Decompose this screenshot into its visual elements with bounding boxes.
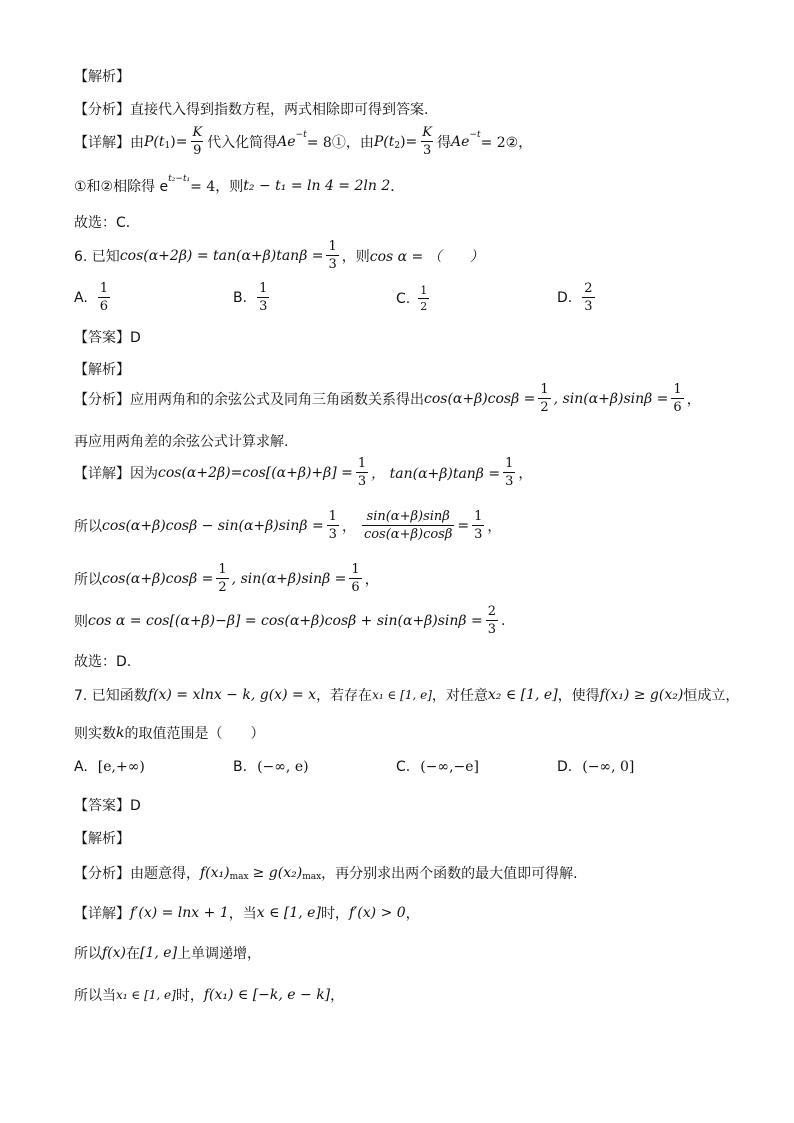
q6-step-1 [74,510,501,541]
math: cos(α+2β)=cos[(α+β)+β] = [158,464,353,481]
frac-num: 1 [218,562,227,577]
subscript-2: 2 [394,140,401,151]
frac-den: 6 [99,299,109,314]
q7-step-1 [74,943,261,963]
comma: ， [405,906,420,922]
math-eq: )= [170,133,188,150]
math: x ∈ [1, e] [256,905,321,921]
exponent: −t [469,129,481,140]
option-label: C. [396,759,411,775]
choose-text: 故选：C． [74,215,140,231]
q7-option-a[interactable] [74,759,145,775]
frac-den: cos(α+β)cosβ [363,527,453,542]
comma: ， [487,518,502,535]
frac-den: 9 [193,143,202,158]
q7-text: 恒成立， [683,688,740,704]
math: ≥ g(x₂) [252,865,303,881]
detail-text: 代入化简得 [207,134,278,151]
option-value: [e,+∞) [97,759,145,775]
step-prefix: 则 [74,613,88,630]
math: f(x₁) ≥ g(x₂) [599,687,684,703]
fraction [349,563,361,594]
frac-den: 3 [328,527,337,542]
math-p-t1: P(t [144,133,165,150]
fraction [216,563,228,594]
subscript-1: 1 [164,140,171,151]
frac-den: 3 [259,299,268,314]
comma: ， [686,391,701,408]
period: ． [390,179,405,195]
frac-num: 1 [540,382,549,397]
jiexi-label: 【解析】 [74,362,130,378]
q6-analysis-2 [74,431,288,451]
fraction [327,510,339,541]
frac-num: 2 [487,604,496,619]
frac-den: 3 [474,527,483,542]
fraction [671,383,683,414]
frac-num: sin(α+β)sinβ [366,509,450,524]
jiexi-label: 【解析】 [74,831,130,847]
exponent: −t [295,129,307,140]
comma: ， [330,988,345,1004]
analysis-text: 【分析】直接代入得到指数方程，两式相除即可得到答案. [74,102,429,118]
math-ae: Ae [277,133,296,150]
analysis-text: 再应用两角差的余弦公式计算求解. [74,434,289,450]
choose-line [74,212,140,232]
frac-den: 3 [487,622,496,637]
frac-num: 1 [328,239,337,254]
comma: ， [341,518,356,535]
q7-step-2 [74,985,344,1005]
frac-den: 2 [420,300,428,313]
q7-prefix: 7. 已知函数 [74,688,148,704]
period: . [500,612,506,629]
q6-choose [74,651,131,671]
fraction [418,285,429,312]
math-eq-2: = 2②， [480,134,533,151]
fraction [356,457,368,488]
detail-prefix: 【详解】 [74,906,130,922]
section-header-jiexi [74,66,130,86]
question-7 [74,685,739,705]
math: f(x₁) ∈ [−k, e − k] [203,987,331,1003]
detail-text: 时， [320,906,349,922]
math-p-t2: P(t [373,133,395,150]
step-prefix: 所以 [74,518,102,535]
fraction [326,240,338,271]
math-result: t₂ − t₁ = ln 4 = 2ln 2 [243,178,391,194]
frac-num: 1 [505,456,514,471]
math-eq-4: = 4，则 [190,179,244,195]
divide-text: ①和②相除得 e [74,179,169,195]
question-6 [74,240,484,271]
math: f′(x) = lnx + 1 [130,905,229,921]
detail-text: ，当 [228,906,257,922]
math-eq: )= [400,133,418,150]
subscript-max: max [302,872,322,882]
analysis-line [74,99,428,119]
frac-num: 1 [474,509,483,524]
frac-den: 2 [540,400,549,415]
step-prefix: 所以当 [74,988,116,1004]
frac-num: 1 [328,509,337,524]
q7-analysis [74,863,578,883]
math-eq-8: = 8①，由 [306,134,374,151]
fraction [472,510,484,541]
math-k: k [116,725,125,741]
q7-text: 则实数 [74,726,116,742]
frac-num: 1 [259,281,268,296]
exponent: t₂−t₁ [168,174,191,184]
option-label: A. [74,289,88,306]
math: f(x) = xlnx − k, g(x) = x [147,687,317,703]
q6-prefix: 6. 已知 [74,248,120,265]
frac-den: 3 [584,299,593,314]
math: cos α = cos[(α+β)−β] = cos(α+β)cosβ + sin(α+β)sinβ = [88,612,483,629]
math: cos(α+β)cosβ − sin(α+β)sinβ = [102,517,324,534]
frac-den: 6 [673,400,682,415]
q6-step-3 [74,605,505,636]
frac-den: 3 [357,474,367,489]
frac-num: 2 [584,281,593,296]
fraction [98,282,110,313]
option-label: D. [557,289,573,306]
frac-den: 3 [423,143,432,158]
q6-option-b[interactable] [233,282,272,313]
frac-num: 1 [673,382,682,397]
math: x₂ ∈ [1, e] [487,687,558,703]
q6-mid: ，则 [341,248,370,265]
q7-answer [74,795,141,815]
option-label: C. [396,290,411,307]
analysis-text: 【分析】由题意得， [74,866,200,882]
q7-text: ，若存在 [316,688,373,704]
answer-text: 【答案】D [74,798,141,814]
q6-answer [74,327,141,347]
option-value: (−∞, 0] [582,759,635,775]
step-text: 上单调递增， [177,946,262,962]
step-prefix: 所以 [74,946,102,962]
subscript-max: max [229,872,249,882]
frac-den: 6 [351,580,360,595]
q7-text: ，使得 [557,688,600,704]
math: x₁ ∈ [1, e] [372,688,432,702]
detail-prefix: 【详解】因为 [74,465,158,482]
option-label: B. [233,759,248,775]
frac-den: 2 [218,580,227,595]
analysis-text: 【分析】应用两角和的余弦公式及同角三角函数关系得出 [74,391,424,408]
frac-num: K [192,125,203,140]
answer-text: 【答案】D [74,330,141,346]
detail-prefix: 【详解】由 [74,134,144,151]
option-label: B. [233,289,248,306]
frac-num: K [422,125,433,140]
fraction [486,605,498,636]
analysis-text: ，再分别求出两个函数的最大值即可得解. [321,866,578,882]
frac-num: 1 [357,456,367,471]
q6-jiexi [74,359,130,379]
frac-num: 1 [99,281,109,296]
choose-text: 故选：D. [74,654,132,670]
math: x₁ ∈ [1, e] [116,988,176,1002]
math: f(x) [102,945,127,961]
q6-math: cos(α+2β) = tan(α+β)tanβ = [119,247,324,264]
step-prefix: 所以 [74,571,102,588]
q6-option-d[interactable] [557,282,598,313]
option-value: (−∞, e) [257,759,309,775]
divide-line [74,176,404,196]
q7-option-b[interactable] [233,759,309,775]
q6-analysis [74,383,701,414]
math: , sin(α+β)sinβ = [553,390,669,407]
fraction [362,510,454,541]
frac-num: 1 [420,284,428,297]
math: ， tan(α+β)tanβ = [371,465,501,482]
fraction-k-9 [190,126,204,157]
comma: ， [364,571,379,588]
jiexi-label: 【解析】 [74,69,130,85]
q6-detail [74,457,532,488]
step-text: 时， [175,988,204,1004]
option-label: D. [557,759,573,775]
q6-option-c[interactable] [396,285,432,312]
math-ae: Ae [451,133,470,150]
frac-den: 3 [328,257,337,272]
math: f′(x) > 0 [348,905,406,921]
q6-math2: cos α = （ ） [369,248,484,265]
math: cos(α+β)cosβ = [424,390,536,407]
detail-line [74,126,532,157]
question-7-line2 [74,723,264,743]
option-label: A. [74,759,88,775]
q7-option-d[interactable] [557,759,634,775]
fraction [582,282,594,313]
frac-den: 3 [505,474,514,489]
fraction [538,383,550,414]
math: cos(α+β)cosβ = [102,570,214,587]
q7-detail [74,903,420,923]
step-text: 在 [126,946,141,962]
frac-num: 1 [351,562,360,577]
math-eq: = [457,517,470,534]
fraction [257,282,269,313]
detail-text: 得 [437,134,452,151]
fraction-k-3 [420,126,434,157]
option-value: (−∞,−e] [420,759,480,775]
q7-text: ，对任意 [431,688,488,704]
q6-step-2 [74,563,379,594]
fraction [503,457,515,488]
q7-jiexi [74,828,130,848]
math: f(x₁) [200,865,230,881]
comma: ， [518,465,533,482]
q7-option-c[interactable] [396,759,479,775]
q6-option-a[interactable] [74,282,113,313]
q7-text: 的取值范围是（ ） [124,726,265,742]
math: , sin(α+β)sinβ = [231,570,347,587]
math: [1, e] [140,945,178,961]
